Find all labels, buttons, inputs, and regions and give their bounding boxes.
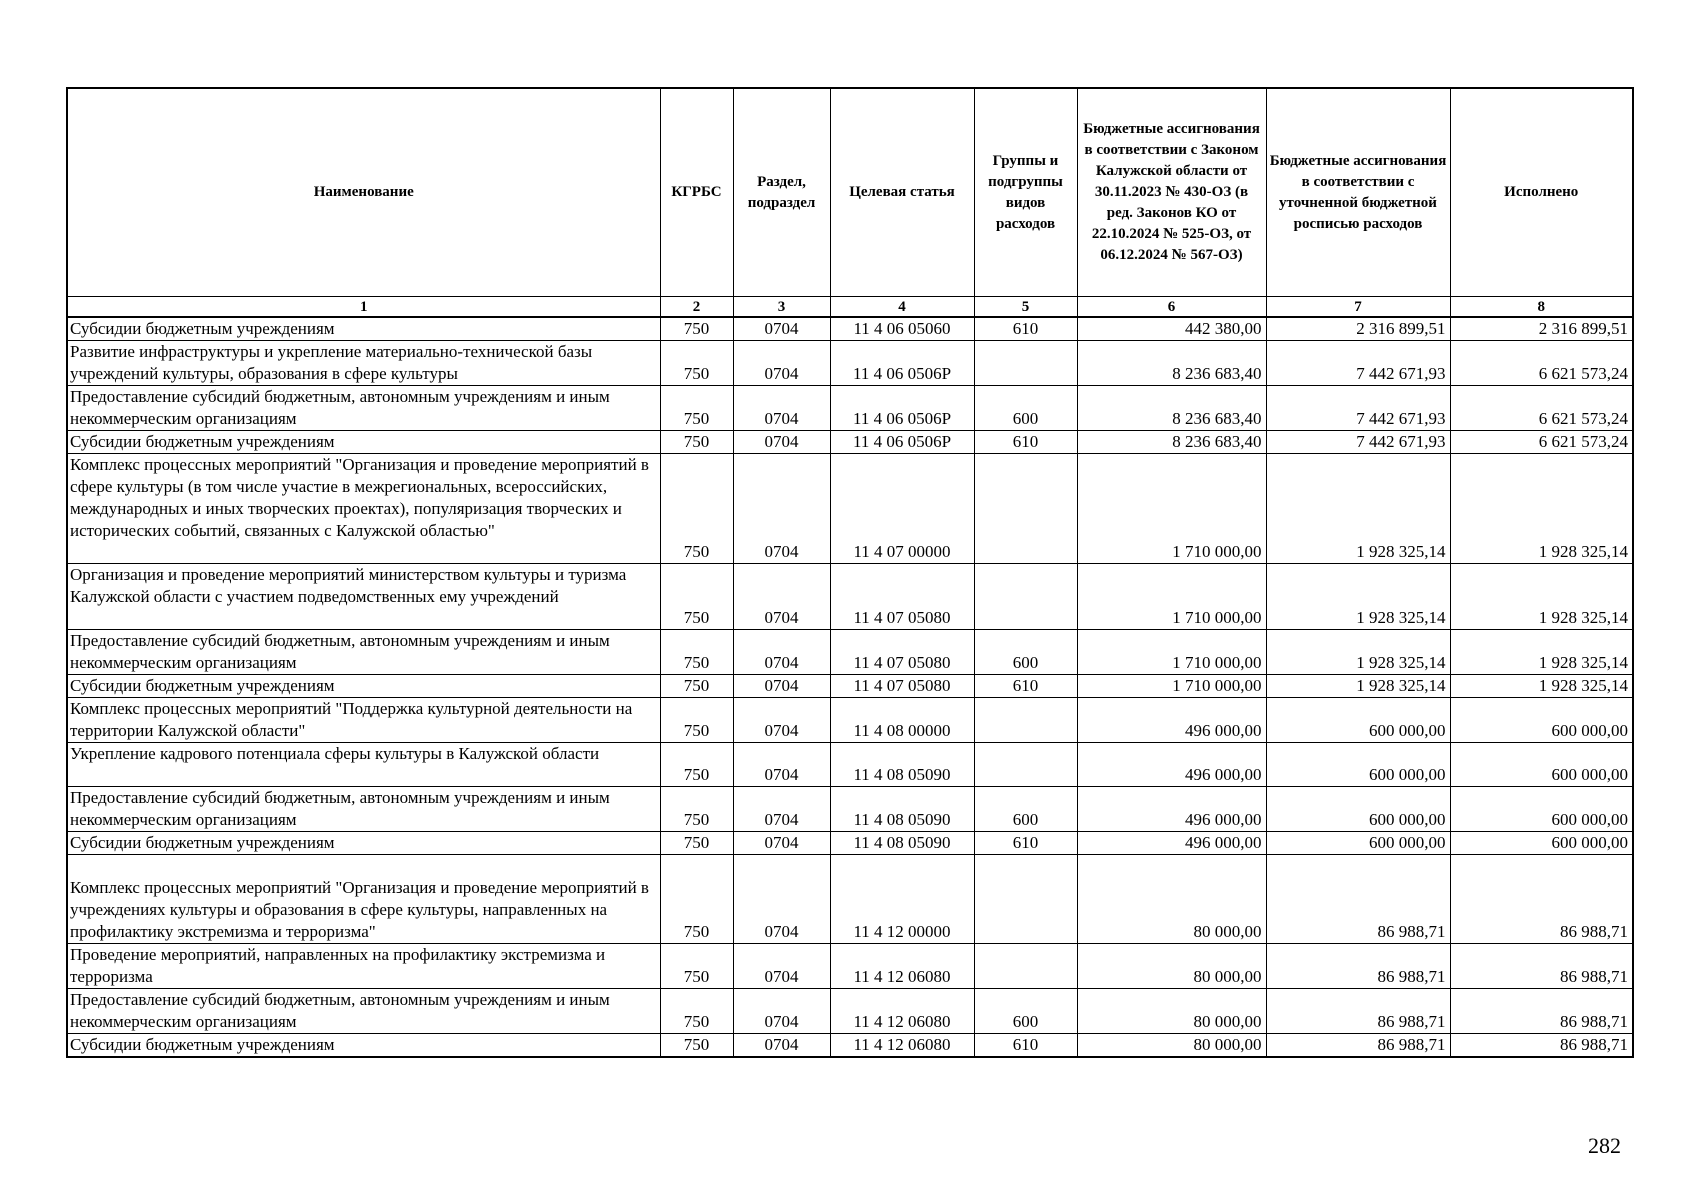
row-done: 1 928 325,14 (1450, 675, 1633, 698)
column-number: 8 (1450, 297, 1633, 318)
row-law: 80 000,00 (1077, 1034, 1266, 1058)
row-done: 6 621 573,24 (1450, 341, 1633, 386)
table-row (67, 743, 1633, 787)
row-plan: 86 988,71 (1266, 944, 1450, 989)
row-done: 600 000,00 (1450, 743, 1633, 787)
row-kgrbs: 750 (660, 341, 733, 386)
column-number: 7 (1266, 297, 1450, 318)
row-statya: 11 4 08 05090 (830, 787, 974, 832)
row-vid: 610 (974, 832, 1077, 855)
row-done: 86 988,71 (1450, 1034, 1633, 1058)
header-statya: Целевая статья (830, 88, 974, 297)
row-vid: 600 (974, 989, 1077, 1034)
row-law: 8 236 683,40 (1077, 341, 1266, 386)
row-vid: 610 (974, 431, 1077, 454)
row-law: 496 000,00 (1077, 787, 1266, 832)
row-kgrbs: 750 (660, 630, 733, 675)
row-name: Предоставление субсидий бюджетным, автономным учреждениям и иным некоммерческим организациям (67, 989, 660, 1034)
row-statya: 11 4 06 0506Р (830, 386, 974, 431)
row-name: Предоставление субсидий бюджетным, автономным учреждениям и иным некоммерческим организациям (67, 386, 660, 431)
row-law: 1 710 000,00 (1077, 630, 1266, 675)
row-razdel: 0704 (733, 787, 830, 832)
row-done: 86 988,71 (1450, 855, 1633, 944)
row-razdel: 0704 (733, 1034, 830, 1058)
table-body (67, 317, 1633, 1057)
row-kgrbs: 750 (660, 855, 733, 944)
row-name: Укрепление кадрового потенциала сферы культуры в Калужской области (67, 743, 660, 787)
table-row (67, 855, 1633, 944)
row-vid (974, 454, 1077, 564)
row-law: 496 000,00 (1077, 832, 1266, 855)
row-name: Предоставление субсидий бюджетным, автономным учреждениям и иным некоммерческим организациям (67, 630, 660, 675)
row-kgrbs: 750 (660, 386, 733, 431)
row-plan: 86 988,71 (1266, 989, 1450, 1034)
row-kgrbs: 750 (660, 454, 733, 564)
row-vid: 600 (974, 386, 1077, 431)
table-row (67, 386, 1633, 431)
row-razdel: 0704 (733, 386, 830, 431)
row-law: 1 710 000,00 (1077, 564, 1266, 630)
row-plan: 600 000,00 (1266, 832, 1450, 855)
row-name: Субсидии бюджетным учреждениям (67, 832, 660, 855)
row-law: 80 000,00 (1077, 855, 1266, 944)
row-vid (974, 944, 1077, 989)
row-name: Предоставление субсидий бюджетным, автономным учреждениям и иным некоммерческим организациям (67, 787, 660, 832)
table-row (67, 832, 1633, 855)
row-statya: 11 4 06 05060 (830, 317, 974, 341)
row-plan: 1 928 325,14 (1266, 454, 1450, 564)
column-number: 5 (974, 297, 1077, 318)
row-law: 1 710 000,00 (1077, 454, 1266, 564)
row-kgrbs: 750 (660, 1034, 733, 1058)
table-row (67, 630, 1633, 675)
column-number: 3 (733, 297, 830, 318)
row-statya: 11 4 07 05080 (830, 675, 974, 698)
row-kgrbs: 750 (660, 564, 733, 630)
row-plan: 1 928 325,14 (1266, 630, 1450, 675)
row-done: 1 928 325,14 (1450, 564, 1633, 630)
header-name: Наименование (67, 88, 660, 297)
budget-table-container (66, 87, 1632, 1058)
row-kgrbs: 750 (660, 431, 733, 454)
row-plan: 86 988,71 (1266, 1034, 1450, 1058)
table-row (67, 564, 1633, 630)
row-plan: 1 928 325,14 (1266, 675, 1450, 698)
row-razdel: 0704 (733, 944, 830, 989)
row-statya: 11 4 06 0506Р (830, 341, 974, 386)
row-name: Комплекс процессных мероприятий "Организация и проведение мероприятий в сфере культуры (в том числе участие в межрегиональных, всероссийских, международных и иных творческих проектах), популяризация творческих и исторических событий, связанных с Калужской областью" (67, 454, 660, 564)
row-plan: 600 000,00 (1266, 787, 1450, 832)
row-kgrbs: 750 (660, 989, 733, 1034)
table-row (67, 675, 1633, 698)
table-row (67, 698, 1633, 743)
row-vid (974, 698, 1077, 743)
row-razdel: 0704 (733, 698, 830, 743)
row-plan: 7 442 671,93 (1266, 386, 1450, 431)
row-razdel: 0704 (733, 341, 830, 386)
row-kgrbs: 750 (660, 832, 733, 855)
row-done: 600 000,00 (1450, 787, 1633, 832)
table-row (67, 989, 1633, 1034)
row-law: 80 000,00 (1077, 944, 1266, 989)
row-razdel: 0704 (733, 454, 830, 564)
row-statya: 11 4 07 00000 (830, 454, 974, 564)
row-statya: 11 4 12 06080 (830, 1034, 974, 1058)
row-done: 6 621 573,24 (1450, 386, 1633, 431)
row-done: 86 988,71 (1450, 944, 1633, 989)
row-law: 8 236 683,40 (1077, 386, 1266, 431)
row-vid: 610 (974, 317, 1077, 341)
row-plan: 7 442 671,93 (1266, 431, 1450, 454)
row-done: 1 928 325,14 (1450, 630, 1633, 675)
row-razdel: 0704 (733, 743, 830, 787)
row-statya: 11 4 06 0506Р (830, 431, 974, 454)
row-plan: 600 000,00 (1266, 698, 1450, 743)
row-kgrbs: 750 (660, 787, 733, 832)
row-plan: 1 928 325,14 (1266, 564, 1450, 630)
row-done: 86 988,71 (1450, 989, 1633, 1034)
table-row (67, 317, 1633, 341)
row-razdel: 0704 (733, 630, 830, 675)
row-statya: 11 4 07 05080 (830, 630, 974, 675)
row-razdel: 0704 (733, 564, 830, 630)
header-kgrbs: КГРБС (660, 88, 733, 297)
row-statya: 11 4 08 05090 (830, 743, 974, 787)
page-number: 282 (1588, 1133, 1621, 1158)
row-statya: 11 4 08 00000 (830, 698, 974, 743)
row-law: 1 710 000,00 (1077, 675, 1266, 698)
row-name: Субсидии бюджетным учреждениям (67, 431, 660, 454)
row-vid: 600 (974, 630, 1077, 675)
row-name: Субсидии бюджетным учреждениям (67, 675, 660, 698)
row-vid: 610 (974, 1034, 1077, 1058)
row-name: Субсидии бюджетным учреждениям (67, 1034, 660, 1058)
column-number: 1 (67, 297, 660, 318)
row-done: 1 928 325,14 (1450, 454, 1633, 564)
header-vid: Группы и подгруппы видов расходов (974, 88, 1077, 297)
row-statya: 11 4 12 06080 (830, 944, 974, 989)
row-law: 442 380,00 (1077, 317, 1266, 341)
row-vid (974, 341, 1077, 386)
row-vid (974, 564, 1077, 630)
header-plan: Бюджетные ассигнования в соответствии с уточненной бюджетной росписью расходов (1266, 88, 1450, 297)
row-law: 496 000,00 (1077, 743, 1266, 787)
row-razdel: 0704 (733, 989, 830, 1034)
row-kgrbs: 750 (660, 944, 733, 989)
header-law: Бюджетные ассигнования в соответствии с Законом Калужской области от 30.11.2023 № 430-ОЗ (в ред. Законов КО от 22.10.2024 № 525-ОЗ, от 06.12.2024 № 567-ОЗ) (1077, 88, 1266, 297)
row-done: 6 621 573,24 (1450, 431, 1633, 454)
row-law: 80 000,00 (1077, 989, 1266, 1034)
row-name: Комплекс процессных мероприятий "Поддержка культурной деятельности на территории Калужской области" (67, 698, 660, 743)
row-done: 600 000,00 (1450, 698, 1633, 743)
row-plan: 7 442 671,93 (1266, 341, 1450, 386)
row-razdel: 0704 (733, 431, 830, 454)
row-name: Развитие инфраструктуры и укрепление материально-технической базы учреждений культуры, образования в сфере культуры (67, 341, 660, 386)
row-name: Комплекс процессных мероприятий "Организация и проведение мероприятий в учреждениях культуры и образования в сфере культуры, направленных на профилактику экстремизма и терроризма" (67, 855, 660, 944)
table-row (67, 454, 1633, 564)
row-done: 600 000,00 (1450, 832, 1633, 855)
row-vid (974, 855, 1077, 944)
row-statya: 11 4 08 05090 (830, 832, 974, 855)
column-number: 4 (830, 297, 974, 318)
row-vid (974, 743, 1077, 787)
budget-table (66, 87, 1634, 1058)
row-name: Проведение мероприятий, направленных на профилактику экстремизма и терроризма (67, 944, 660, 989)
row-kgrbs: 750 (660, 698, 733, 743)
row-razdel: 0704 (733, 832, 830, 855)
row-done: 2 316 899,51 (1450, 317, 1633, 341)
table-row (67, 431, 1633, 454)
header-razdel: Раздел, подраздел (733, 88, 830, 297)
row-plan: 86 988,71 (1266, 855, 1450, 944)
row-statya: 11 4 12 00000 (830, 855, 974, 944)
row-kgrbs: 750 (660, 317, 733, 341)
row-name: Организация и проведение мероприятий министерством культуры и туризма Калужской области с участием подведомственных ему учреждений (67, 564, 660, 630)
row-vid: 610 (974, 675, 1077, 698)
row-kgrbs: 750 (660, 743, 733, 787)
table-row (67, 1034, 1633, 1058)
row-kgrbs: 750 (660, 675, 733, 698)
row-plan: 2 316 899,51 (1266, 317, 1450, 341)
column-number: 2 (660, 297, 733, 318)
row-razdel: 0704 (733, 675, 830, 698)
row-statya: 11 4 07 05080 (830, 564, 974, 630)
row-statya: 11 4 12 06080 (830, 989, 974, 1034)
header-row (67, 88, 1633, 297)
header-done: Исполнено (1450, 88, 1633, 297)
row-law: 8 236 683,40 (1077, 431, 1266, 454)
table-row (67, 944, 1633, 989)
row-name: Субсидии бюджетным учреждениям (67, 317, 660, 341)
row-razdel: 0704 (733, 855, 830, 944)
table-row (67, 341, 1633, 386)
row-law: 496 000,00 (1077, 698, 1266, 743)
row-vid: 600 (974, 787, 1077, 832)
row-razdel: 0704 (733, 317, 830, 341)
table-row (67, 787, 1633, 832)
column-number-row (67, 297, 1633, 318)
row-plan: 600 000,00 (1266, 743, 1450, 787)
column-number: 6 (1077, 297, 1266, 318)
